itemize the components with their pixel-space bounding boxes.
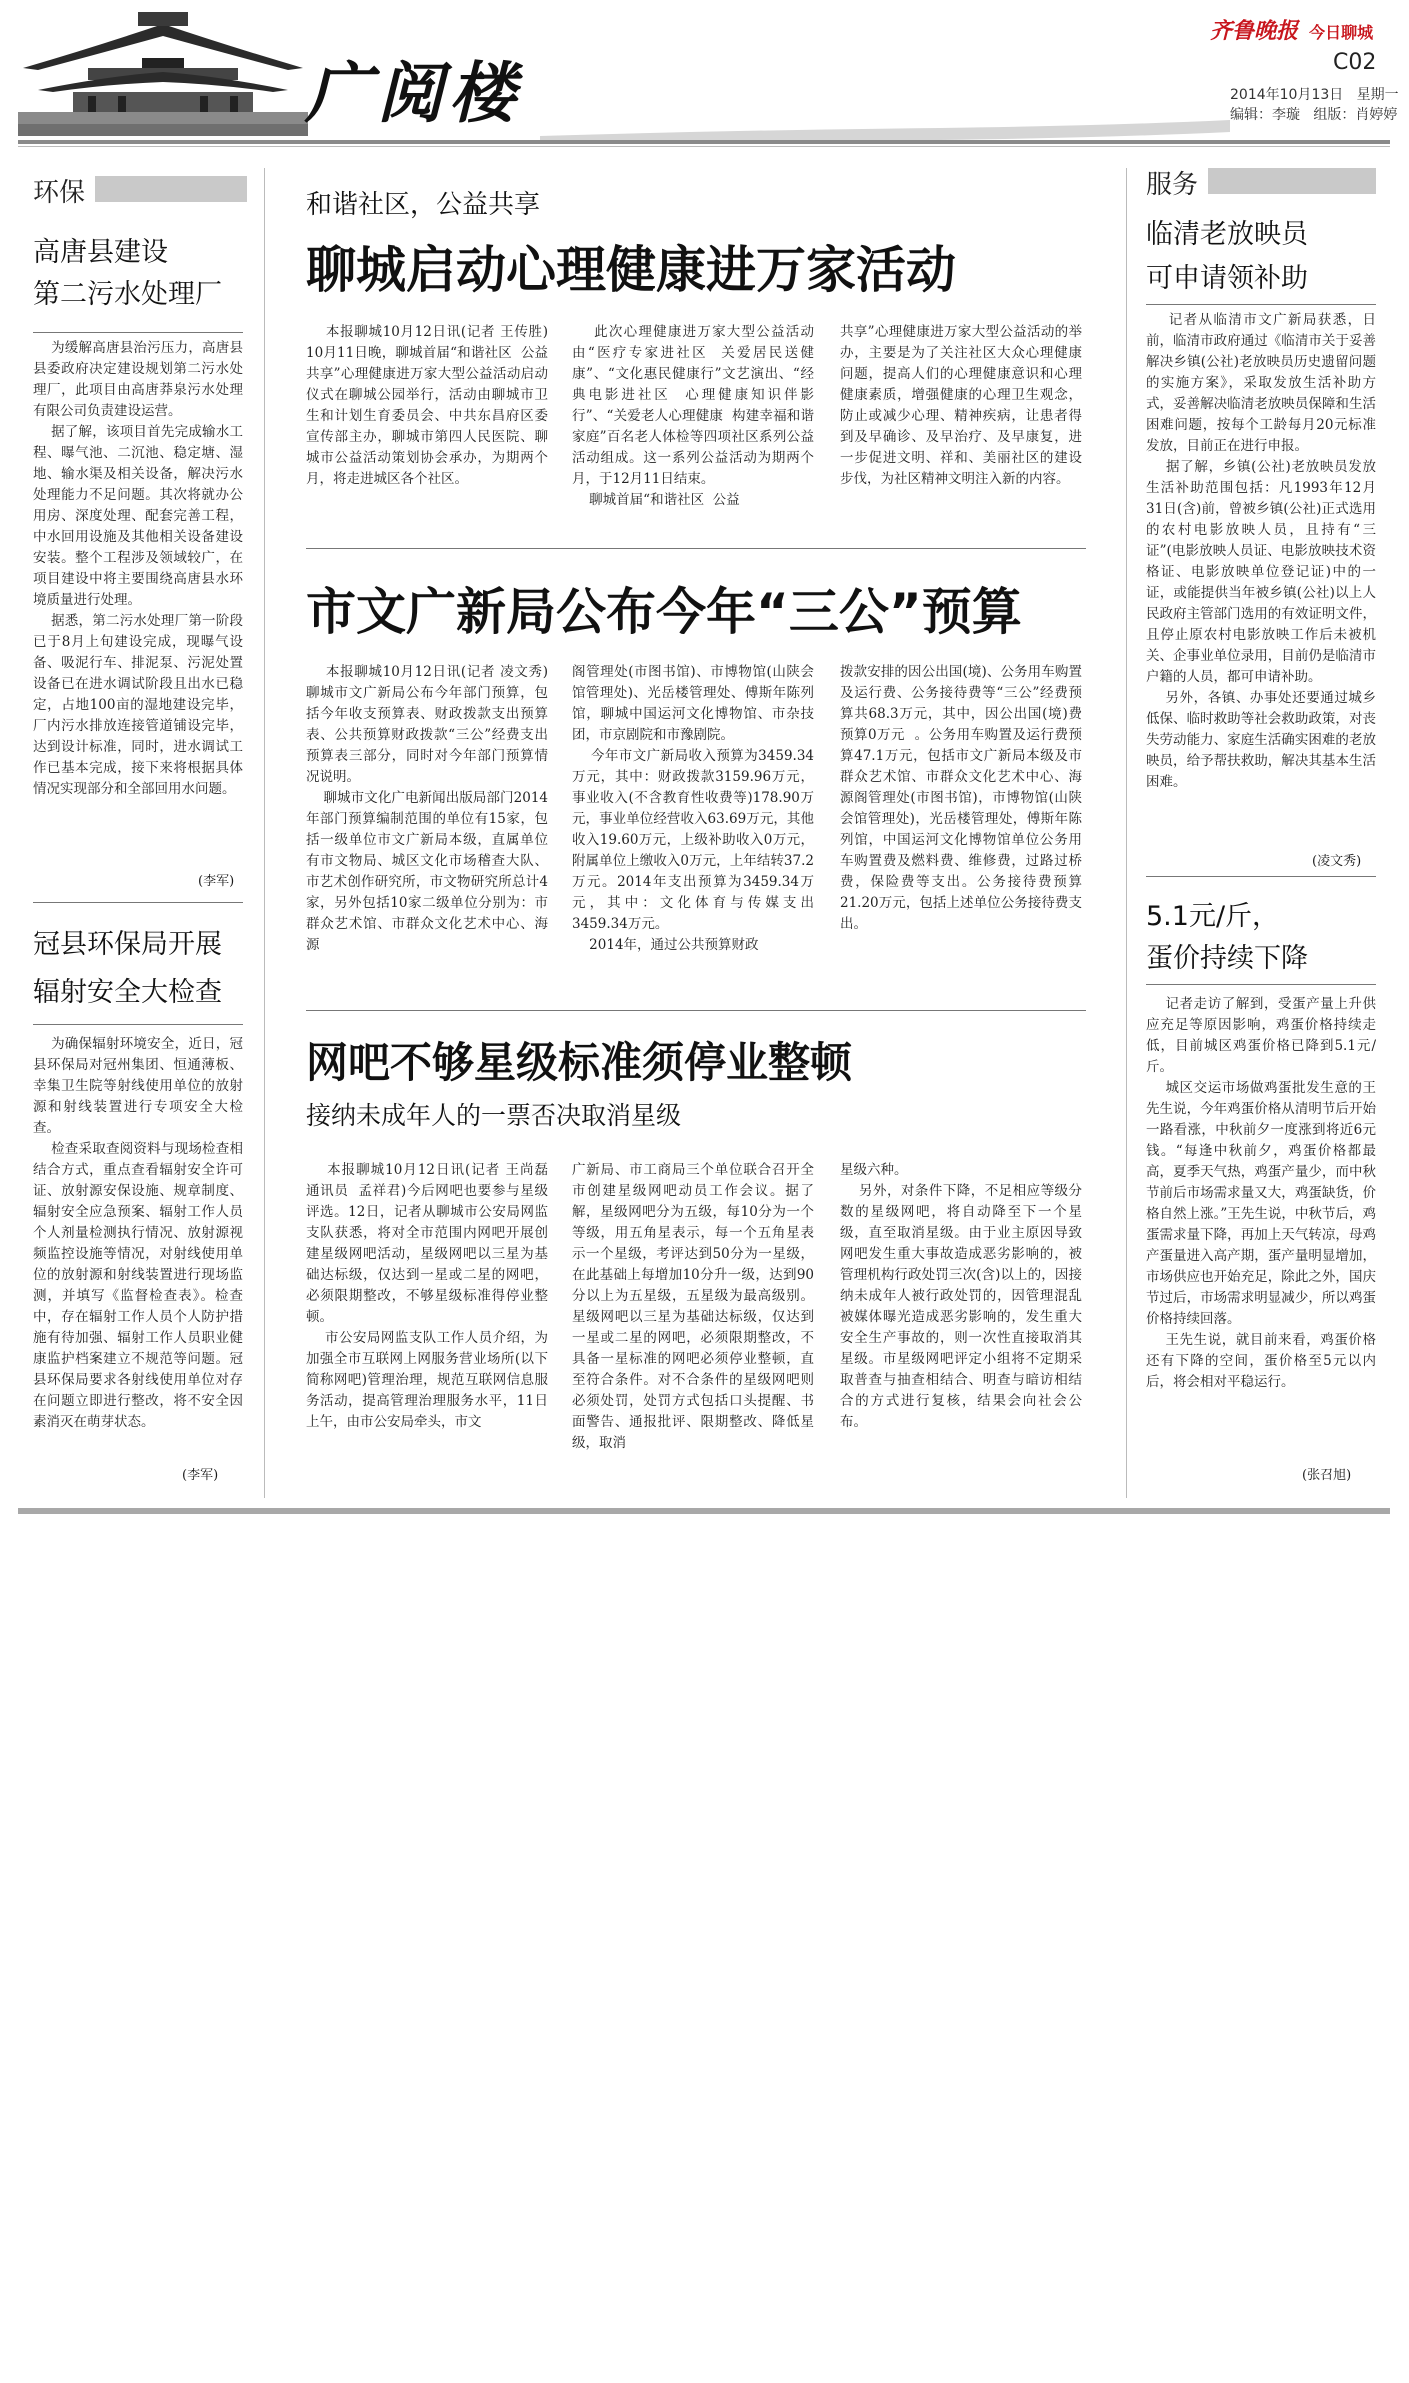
left-article2-author: (李军): [182, 1468, 219, 1483]
left-section-label: 环保: [33, 178, 86, 208]
story2-headline: 市文广新局公布今年“三公”预算: [306, 583, 1022, 641]
date-line: 2014年10月13日 星期一: [1230, 87, 1399, 103]
masthead-edition: 今日聊城: [1309, 23, 1374, 42]
staff-line: 编辑：李璇 组版：肖婷婷: [1230, 107, 1398, 123]
story1-col3: 共享”心理健康进万家大型公益活动的举办，主要是为了关注社区大众心理健康问题，提高人们的心理健康意识和心理健康素质，增强健康的心理卫生观念，防止或减少心理、精神疾病，让患者得到及早确诊、及早治疗、及早康复，进一步促进文明、祥和、美丽社区的建设步伐，为社区精神文明注入新的内容。: [840, 324, 1082, 487]
story1-bottom-rule: [306, 548, 1086, 549]
right-divider: [1146, 876, 1376, 877]
left-article1-title-line1: 高唐县建设: [33, 237, 168, 268]
right-article2-title-rule: [1146, 984, 1376, 985]
right-article1-title-rule: [1146, 304, 1376, 305]
story1-col2: 此次心理健康进万家大型公益活动由“医疗专家进社区 关爱居民送健康”、“文化惠民健康行”文艺演出、“经典电影进社区 心理健康知识伴影行”、“关爱老人心理健康 构建幸福和谐家庭”百名老人体检等四项社区系列公益活动组成。这一系列公益活动为期两个月，于12月11日结束。 聊城首届“和谐社区 公益: [572, 324, 815, 508]
masthead-brand: [1210, 14, 1373, 45]
story2-bottom-rule: [306, 1010, 1086, 1011]
right-section-label: 服务: [1146, 170, 1199, 200]
left-article2-title-rule: [33, 1024, 243, 1025]
right-article2-author: (张召旭): [1302, 1468, 1352, 1483]
brush-stroke-decoration: [540, 86, 1230, 146]
left-column-separator: [264, 168, 265, 1498]
story3-col2: 广新局、市工商局三个单位联合召开全市创建星级网吧动员工作会议。据了解，星级网吧分为五级，每10分为一个等级，用五角星表示，每一个五角星表示一个星级，考评达到50分为一星级，在此基础上每增加10分升一级，达到90分以上为五星级，五星级为最高级别。星级网吧以三星为基础达标级，仅达到一星或二星的网吧，必须限期整改，不具备一星标准的网吧必须停业整顿，直至符合条件。对不合条件的星级网吧则必须处罚，处罚方式包括口头提醒、书面警告、通报批评、限期整改、降低星级，取消: [572, 1162, 814, 1451]
story1-col1: 本报聊城10月12日讯(记者 王传胜) 10月11日晚，聊城首届“和谐社区 公益共享”心理健康进万家大型公益活动启动仪式在聊城公园举行，活动由聊城市卫生和计划生育委员会、中共东昌府区委宣传部主办，聊城市第四人民医院、聊城市公益活动策划协会承办，为期两个月，将走进城区各个社区。: [306, 324, 557, 487]
story3-col1: 本报聊城10月12日讯(记者 王尚磊 通讯员 孟祥君)今后网吧也要参与星级评选。12日，记者从聊城市公安局网监支队获悉，将对全市范围内网吧开展创建星级网吧活动，星级网吧以三星为基础达标级，仅达到一星或二星的网吧，必须限期整改，不够星级标准得停业整顿。 市公安局网监支队工作人员介绍，为加强全市互联网上网服务营业场所(以下简称网吧)管理治理，规范互联网信息服务活动，提高管理治理服务水平，11日上午，由市公安局牵头，市文: [306, 1162, 549, 1430]
story1-headline: 聊城启动心理健康进万家活动: [306, 241, 956, 299]
left-article1-body: 为缓解高唐县治污压力，高唐县县委政府决定建设规划第二污水处理厂，此项目由高唐莽泉污水处理有限公司负责建设运营。 据了解，该项目首先完成输水工程、曝气池、二沉池、稳定塘、湿地、输水渠及相关设备，解决污水处理能力不足问题。其次将就办公用房、深度处理、配套完善工程，中水回用设施及其他相关设备建设安装。整个工程涉及领域较广，在项目建设中将主要围绕高唐县水环境质量进行处理。 据悉，第二污水处理厂第一阶段已于8月上旬建设完成，现曝气设备、吸泥行车、排泥泵、污泥处置设备已在进水调试阶段且出水已稳定，占地100亩的湿地建设完毕，厂内污水排放连接管道铺设完毕，达到设计标准，同时，进水调试工作已基本完成，接下来将根据具体情况实现部分和全部回用水问题。: [33, 340, 244, 797]
right-article1-title-line1: 临清老放映员: [1146, 219, 1308, 250]
footer-rule: [18, 1508, 1390, 1514]
header-rule: [18, 140, 1390, 144]
right-article1-author: (凌文秀): [1312, 854, 1362, 869]
story3-col3: 星级六种。 另外，对条件下降，不足相应等级分数的星级网吧，将自动降至下一个星级，直至取消星级。由于业主原因导致网吧发生重大事故造成恶劣影响的，被管理机构行政处罚三次(含)以上的，因接纳未成年人被行政处罚的，因管理混乱被媒体曝光造成恶劣影响的，发生重大安全生产事故的，则一次性直接取消其星级。市星级网吧评定小组将不定期采取普查与抽查相结合、明查与暗访相结合的方式进行复核，结果会向社会公布。: [840, 1162, 1083, 1430]
right-article2-body: 记者走访了解到，受蛋产量上升供应充足等原因影响，鸡蛋价格持续走低，目前城区鸡蛋价格已降到5.1元/斤。 城区交运市场做鸡蛋批发生意的王先生说，今年鸡蛋价格从清明节后开始一路看涨，中秋前夕一度涨到将近6元钱。“每逢中秋前夕，鸡蛋价格都最高，夏季天气热，鸡蛋产量少，而中秋节前后市场需求量又大，鸡蛋缺货，价格自然上涨。”王先生说，中秋节后，鸡蛋需求量下降，再加上天气转凉，母鸡产蛋量进入高产期，蛋产量明显增加，市场供应也开始充足，除此之外，国庆节过后，市场需求明显减少，所以鸡蛋价格持续回落。 王先生说，就目前来看，鸡蛋价格还有下降的空间，蛋价格至5元以内后，将会相对平稳运行。: [1146, 996, 1377, 1390]
header-rule-thin: [18, 146, 1390, 147]
right-article2-title-line1: 5.1元/斤，: [1146, 901, 1280, 932]
left-article2-title-line2: 辐射安全大检查: [33, 977, 222, 1008]
left-article1-title-rule: [33, 332, 243, 333]
right-article2-title-line2: 蛋价持续下降: [1146, 943, 1308, 974]
right-article1-title-line2: 可申请领补助: [1146, 263, 1308, 294]
page-header: [0, 0, 1409, 148]
story3-headline: 网吧不够星级标准须停业整顿: [306, 1038, 853, 1087]
masthead-brand-name: 齐鲁晚报: [1210, 18, 1299, 44]
left-article2-body: 为确保辐射环境安全，近日，冠县环保局对冠州集团、恒通薄板、幸集卫生院等射线使用单位的放射源和射线装置进行专项安全大检查。 检查采取查阅资料与现场检查相结合方式，重点查看辐射安全许可证、放射源安保设施、规章制度、辐射安全应急预案、辐射工作人员个人剂量检测执行情况、放射源视频监控设施等情况，对射线使用单位的放射源和射线装置进行现场监测，并填写《监督检查表》。检查中，存在辐射工作人员个人防护措施有待加强、辐射工作人员职业健康监护档案建立不规范等问题。冠县环保局要求各射线使用单位对存在问题立即进行整改，将不安全因素消灭在萌芽状态。: [33, 1036, 244, 1430]
left-section-bar: [95, 176, 247, 202]
right-column-separator: [1126, 168, 1127, 1498]
story1-kicker: 和谐社区，公益共享: [306, 190, 541, 220]
right-section-bar: [1208, 168, 1376, 194]
left-article1-author: (李军): [198, 874, 235, 889]
page-code: C02: [1333, 50, 1377, 75]
right-article1-body: 记者从临清市文广新局获悉，日前，临清市政府通过《临清市关于妥善解决乡镇(公社)老放映员历史遗留问题的实施方案》，采取发放生活补助方式，妥善解决临清老放映员保障和生活困难问题，按每个工龄每月20元标准发放，目前正在进行申报。 据了解，乡镇(公社)老放映员发放生活补助范围包括：凡1993年12月31日(含)前，曾被乡镇(公社)正式选用的农村电影放映人员，且持有“三证”(电影放映人员证、电影放映技术资格证、电影放映单位登记证)中的一证，或能提供当年被乡镇(公社)以上人民政府主管部门选用的有效证明文件，且停止原农村电影放映工作后未被机关、企事业单位录用，目前仍是临清市户籍的人员，都可申请补助。 另外，各镇、办事处还要通过城乡低保、临时救助等社会救助政策，对丧失劳动能力、家庭生活确实困难的老放映员，给予帮扶救助，解决其基本生活困难。: [1146, 312, 1377, 790]
story2-col3: 拨款安排的因公出国(境)、公务用车购置及运行费、公务接待费等“三公”经费预算共68.3万元，其中，因公出国(境)费预算0万元 。公务用车购置及运行费预算47.1万元，包括市文广新局本级及市群众艺术馆、市群众文化艺术中心、海源阁管理处(市图书馆)，市博物馆(山陕会馆管理处)，光岳楼管理处，傅斯年陈列馆，中国运河文化博物馆单位公务用车购置费及燃料费、维修费，过路过桥费，保险费等支出。公务接待费预算21.20万元，包括上述单位公务接待费支出。: [840, 664, 1082, 932]
story2-col1: 本报聊城10月12日讯(记者 凌文秀) 聊城市文广新局公布今年部门预算，包括今年收支预算表、财政拨款支出预算表、公共预算财政拨款“三公”经费支出预算表三部分，同时对今年部门预算情况说明。 聊城市文化广电新闻出版局部门2014年部门预算编制范围的单位有15家，包括一级单位市文广新局本级，直属单位有市文物局、城区文化市场稽查大队、市艺术创作研究所，市文物研究所总计4家，另外包括10家二级单位分别为：市群众艺术馆、市群众文化艺术中心、海源: [306, 664, 548, 953]
pavilion-logo-icon: [18, 6, 308, 136]
section-title: 广阅楼: [305, 54, 521, 132]
left-article1-title-line2: 第二污水处理厂: [33, 279, 222, 310]
story2-col2: 阁管理处(市图书馆)、市博物馆(山陕会馆管理处)、光岳楼管理处、傅斯年陈列馆，聊城中国运河文化博物馆、市杂技团，市京剧院和市豫剧院。 今年市文广新局收入预算为3459.34万元，其中：财政拨款3159.96万元，事业收入(不含教育性收费等)178.90万元，事业单位经营收入63.69万元，其他收入19.60万元，上级补助收入0万元，附属单位上缴收入0万元，上年结转37.2万元。2014年支出预算为3459.34万元，其中：文化体育与传媒支出3459.34万元。 2014年，通过公共预算财政: [572, 664, 814, 953]
left-article2-title-line1: 冠县环保局开展: [33, 929, 222, 960]
story3-subhead: 接纳未成年人的一票否决取消星级: [306, 1101, 682, 1130]
left-divider: [33, 902, 243, 903]
